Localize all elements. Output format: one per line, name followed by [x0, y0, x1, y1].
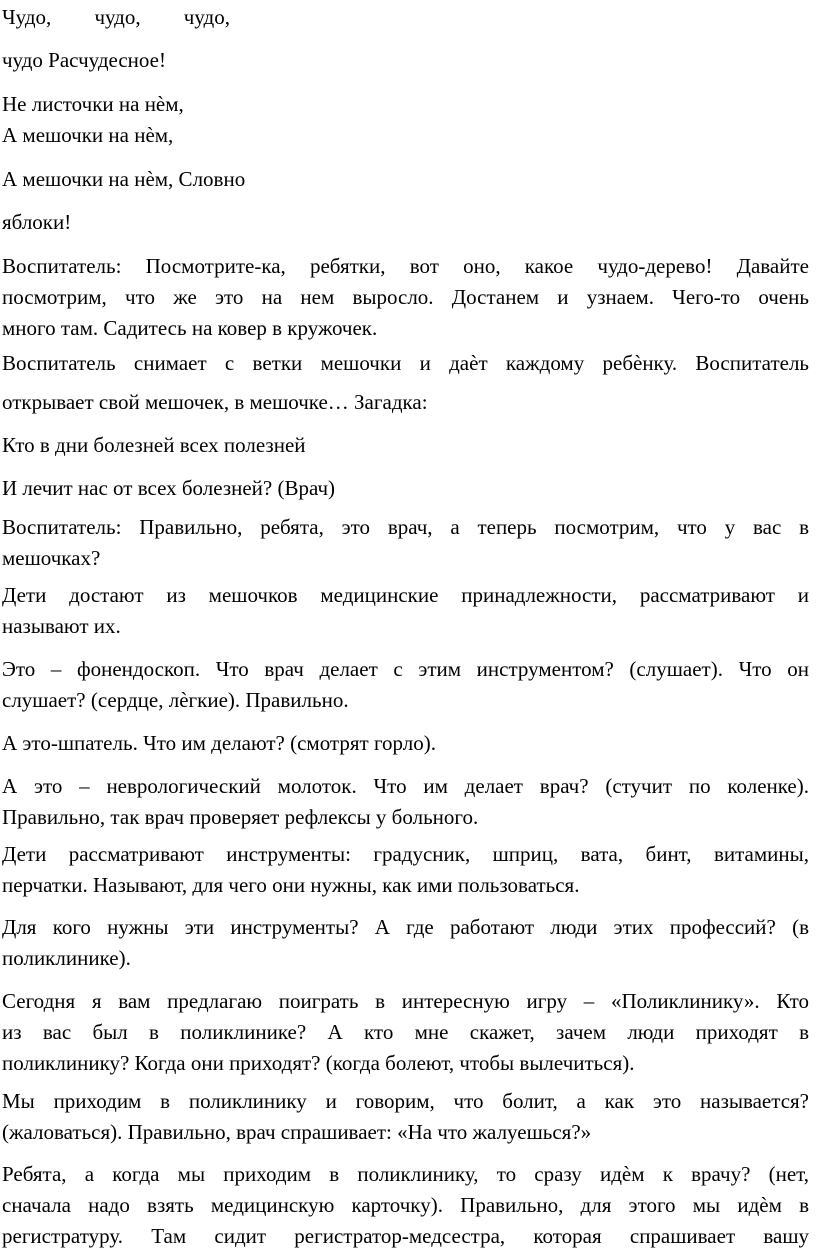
- text-line: мешочках?: [2, 546, 101, 570]
- text-line: сначала надо взять медицинскую карточку). Правильно, для этого мы идѐм в: [2, 1193, 809, 1217]
- text-line: (жаловаться). Правильно, врач спрашивает: «На что жалуешься?»: [2, 1120, 592, 1144]
- poem-line-5: А мешочки на нѐм, Словно: [2, 167, 246, 191]
- text-line: называют их.: [2, 614, 121, 638]
- poem-line-4: А мешочки на нѐм,: [2, 123, 174, 147]
- text-line: Это – фонендоскоп. Что врач делает с этим инструментом? (слушает). Что он: [2, 657, 809, 681]
- text-line: Правильно, так врач проверяет рефлексы у больного.: [2, 805, 479, 829]
- poem-word: чудо,: [183, 5, 230, 29]
- poem-line-1: [2, 4, 230, 30]
- text-line: поликлинику? Когда они приходят? (когда болеют, чтобы вылечиться).: [2, 1051, 635, 1075]
- poem-word: чудо,: [94, 5, 141, 29]
- poem-line-6: яблоки!: [2, 210, 72, 234]
- riddle-line-2: И лечит нас от всех болезней? (Врач): [2, 476, 336, 500]
- text-line: Для кого нужны эти инструменты? А где работают люди этих профессий? (в: [2, 915, 809, 939]
- text-line: регистратуру. Там сидит регистратор-медсестра, которая спрашивает вашу: [2, 1224, 809, 1248]
- text-line: перчатки. Называют, для чего они нужны, как ими пользоваться.: [2, 873, 580, 897]
- text-line: поликлинике).: [2, 946, 131, 970]
- text-line: слушает? (сердце, лѐгкие). Правильно.: [2, 688, 349, 712]
- text-line: Воспитатель: Посмотрите-ка, ребятки, вот оно, какое чудо-дерево! Давайте: [2, 254, 809, 278]
- text-line: из вас был в поликлинике? А кто мне скажет, зачем люди приходят в: [2, 1020, 809, 1044]
- text-line: Воспитатель снимает с ветки мешочки и даѐт каждому ребѐнку. Воспитатель: [2, 351, 809, 375]
- text-line: много там. Садитесь на ковер в кружочек.: [2, 316, 378, 340]
- text-line: А это – неврологический молоток. Что им делает врач? (стучит по коленке).: [2, 774, 809, 798]
- text-line: Мы приходим в поликлинику и говорим, что болит, а как это называется?: [2, 1089, 809, 1113]
- text-line: Дети рассматривают инструменты: градусник, шприц, вата, бинт, витамины,: [2, 842, 809, 866]
- text-line: Воспитатель: Правильно, ребята, это врач, а теперь посмотрим, что у вас в: [2, 515, 809, 539]
- text-line: Сегодня я вам предлагаю поиграть в интересную игру – «Поликлинику». Кто: [2, 989, 809, 1013]
- text-line: Ребята, а когда мы приходим в поликлинику, то сразу идѐм к врачу? (нет,: [2, 1162, 809, 1186]
- riddle-line-1: Кто в дни болезней всех полезней: [2, 433, 306, 457]
- text-line: открывает свой мешочек, в мешочке… Загадка:: [2, 390, 428, 414]
- text-line: посмотрим, что же это на нем выросло. Достанем и узнаем. Чего-то очень: [2, 285, 809, 309]
- poem-line-3: Не листочки на нѐм,: [2, 92, 184, 116]
- poem-line-2: чудо Расчудесное!: [2, 48, 166, 72]
- poem-word: Чудо,: [2, 5, 52, 29]
- text-line: Дети достают из мешочков медицинские принадлежности, рассматривают и: [2, 583, 809, 607]
- text-line: А это-шпатель. Что им делают? (смотрят горло).: [2, 731, 436, 755]
